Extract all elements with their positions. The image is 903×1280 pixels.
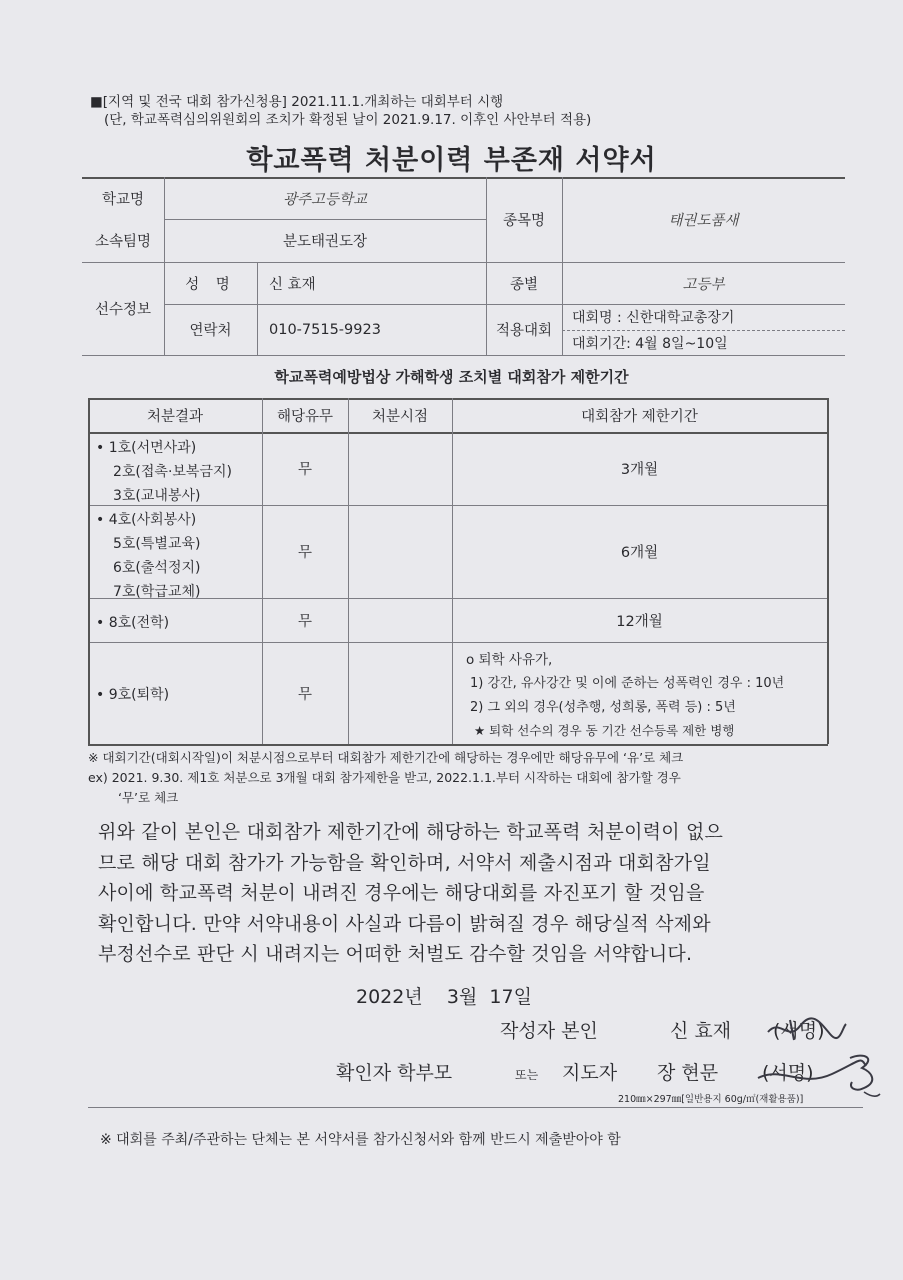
school-value: 광주고등학교 (282, 191, 368, 208)
result-line: 5호(특별교육) (113, 536, 201, 552)
applicable-value: 무 (297, 613, 312, 630)
pledge-line: 확인합니다. 만약 서약내용이 사실과 다름이 밝혀질 경우 해당실적 삭제와 (98, 912, 711, 935)
footnote-1: ※ 대회기간(대회시작일)이 처분시점으로부터 대회참가 제한기간에 해당하는 경우에만 해당유무에 ‘유’로 체크 (88, 750, 684, 765)
applicable-value: 무 (297, 545, 312, 561)
competition-name: 대회명 : 신한대학교총장기 (572, 310, 735, 326)
confirmer-role: 지도자 (562, 1062, 618, 1084)
document-title: 학교폭력 처분이력 부존재 서약서 (246, 145, 657, 176)
result-line: 6호(출석정지) (113, 560, 201, 576)
writer-label: 작성자 본인 (500, 1020, 598, 1042)
restriction-heading: 학교폭력예방법상 가해학생 조치별 대회참가 제한기간 (274, 368, 629, 386)
result-line: • 9호(퇴학) (96, 687, 170, 703)
writer-signature-scribble-icon (760, 1012, 850, 1046)
confirmer-sign: (서명) (762, 1062, 814, 1084)
confirmer-label: 확인자 학부모 (336, 1062, 453, 1084)
writer-name: 신 효재 (670, 1020, 732, 1042)
applicable-value: 무 (297, 686, 312, 703)
school-label: 학교명 (101, 191, 145, 208)
col-header-period: 대회참가 제한기간 (581, 408, 698, 425)
player-info-label: 선수정보 (94, 302, 152, 318)
col-header-applicable: 해당유무 (276, 408, 334, 425)
header-note-line2: (단, 학교폭력심의위원회의 조치가 확정된 날이 2021.9.17. 이후인 사안부터 적용) (104, 112, 592, 128)
confirmer-name: 장 현문 (657, 1062, 719, 1084)
footnote-2: ex) 2021. 9.30. 제1호 처분으로 3개월 대회 참가제한을 받고, 2022.1.1.부터 시작하는 대회에 참가할 경우 (88, 770, 681, 785)
result-line: • 8호(전학) (96, 615, 170, 631)
writer-sign: (서명) (773, 1020, 825, 1042)
period-line: 2) 그 외의 경우(성추행, 성희롱, 폭력 등) : 5년 (470, 700, 736, 715)
phone-label: 연락처 (189, 323, 232, 339)
paper-spec: 210㎜×297㎜[일반용지 60g/㎡(재활용품)] (618, 1094, 804, 1105)
period-value: 12개월 (616, 613, 663, 630)
period-line: 1) 강간, 유사강간 및 이에 준하는 성폭력인 경우 : 10년 (470, 676, 785, 691)
division-label: 종별 (509, 276, 538, 293)
applied-competition-label: 적용대회 (495, 323, 553, 339)
phone-value: 010-7515-9923 (269, 321, 381, 338)
or-text: 또는 (515, 1068, 539, 1082)
bottom-note: ※ 대회를 주최/주관하는 단체는 본 서약서를 참가신청서와 함께 반드시 제출받아야 함 (100, 1132, 621, 1148)
name-value: 신 효재 (269, 276, 316, 293)
competition-period: 대회기간: 4월 8일~10일 (572, 336, 728, 352)
header-note-line1: ■[지역 및 전국 대회 참가신청용] 2021.11.1.개최하는 대회부터 시행 (90, 94, 504, 110)
result-line: • 4호(사회봉사) (96, 512, 197, 528)
event-value: 태권도품새 (668, 213, 739, 229)
pledge-line: 사이에 학교폭력 처분이 내려진 경우에는 해당대회를 자진포기 할 것임을 (98, 882, 705, 905)
event-label: 종목명 (502, 213, 546, 229)
footnote-3: ‘무’로 체크 (118, 790, 179, 805)
team-value: 분도태권도장 (282, 234, 368, 250)
result-line: 3호(교내봉사) (113, 488, 201, 504)
result-line: 7호(학급교체) (113, 584, 201, 600)
pledge-date: 2022년 3월 17일 (356, 986, 532, 1008)
name-label: 성 명 (185, 276, 236, 293)
division-value: 고등부 (682, 276, 725, 293)
period-line: o 퇴학 사유가, (466, 652, 553, 668)
result-line: • 1호(서면사과) (96, 440, 197, 456)
pledge-line: 위와 같이 본인은 대회참가 제한기간에 해당하는 학교폭력 처분이력이 없으 (98, 821, 724, 843)
period-value: 3개월 (620, 462, 659, 478)
period-line: ★ 퇴학 선수의 경우 동 기간 선수등록 제한 병행 (474, 723, 735, 738)
pledge-paragraph (98, 817, 838, 970)
team-label: 소속팀명 (94, 234, 152, 250)
col-header-result: 처분결과 (146, 408, 204, 425)
applicable-value: 무 (297, 462, 312, 478)
period-value: 6개월 (620, 545, 659, 561)
pledge-line: 므로 해당 대회 참가가 가능함을 확인하며, 서약서 제출시점과 대회참가일 (98, 851, 711, 874)
pledge-line: 부정선수로 판단 시 내려지는 어떠한 처벌도 감수할 것임을 서약합니다. (98, 943, 693, 966)
col-header-time: 처분시점 (371, 408, 429, 425)
result-line: 2호(접촉·보복금지) (113, 464, 232, 480)
